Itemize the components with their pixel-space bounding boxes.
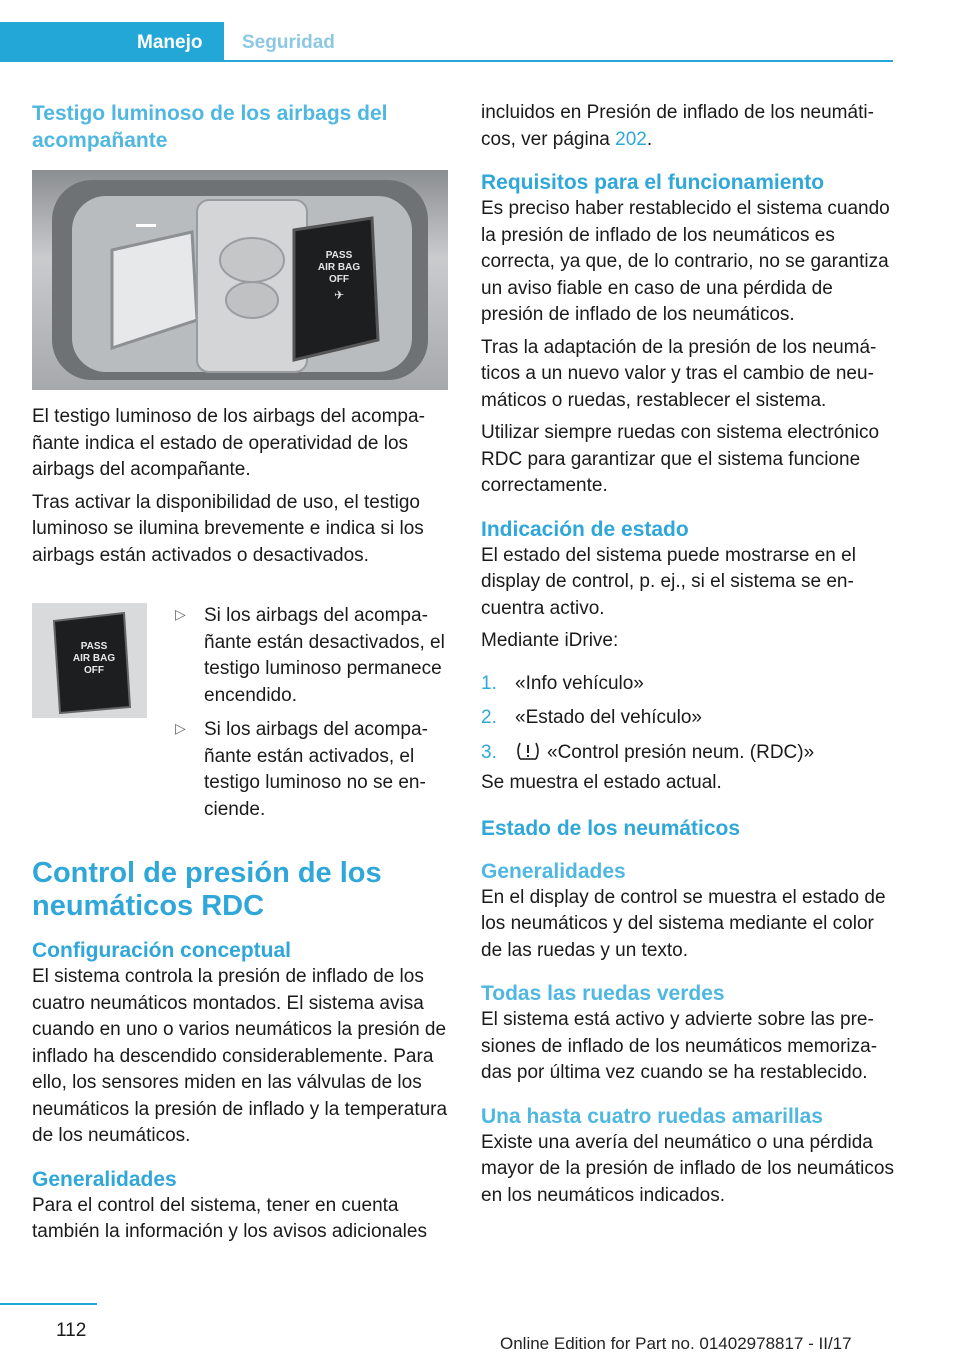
triangle-bullet-icon: ▷ xyxy=(175,606,186,622)
list-item: 3. «Control presión neum. (RDC)» xyxy=(481,741,815,763)
edition-note: Online Edition for Part no. 01402978817 - II/17 xyxy=(500,1334,852,1353)
list-item: 1. «Info vehículo» xyxy=(481,672,644,694)
para-general: Para el control del sistema, tener en cuenta también la información y los avisos adicionales xyxy=(32,1194,427,1242)
page-link-202[interactable]: 202 xyxy=(615,128,647,150)
heading-concept: Configuración conceptual xyxy=(32,939,292,962)
heading-tire-status: Estado de los neumáticos xyxy=(481,816,741,840)
para-req-3: Utilizar siempre ruedas con sistema electrónico RDC para garantizar que el sistema funcione correctamente. xyxy=(481,422,880,496)
para-indicator-description: El testigo luminoso de los airbags del acompañante indica el estado de operatividad de los airbags del acompañante. xyxy=(32,406,425,480)
heading-requirements: Requisitos para el funcionamiento xyxy=(481,171,825,194)
heading-rdc: Control de presión de los neumáticos RDC xyxy=(32,857,382,922)
tab-manejo[interactable]: Manejo xyxy=(137,32,203,53)
airbag-panel-illustration xyxy=(32,170,448,390)
para-ind-1: El estado del sistema puede mostrarse en el display de control, p. ej., si el sistema se encuentra activo. xyxy=(481,544,856,619)
heading-status-indication: Indicación de estado xyxy=(481,517,689,541)
list-item xyxy=(172,603,452,709)
chapter-header xyxy=(0,22,893,62)
para-yellow: Existe una avería del neumático o una pérdida mayor de la presión de inflado de los neumáticos en los neumáticos indicados. xyxy=(481,1131,894,1206)
list-item: 2. «Estado del vehículo» xyxy=(481,707,702,728)
para-all-green: El sistema está activo y advierte sobre las presiones de inflado de los neumáticos memorizadas por última vez cuando se ha restablecido. xyxy=(481,1009,878,1083)
airbag-off-switch-photo xyxy=(32,603,147,718)
bullet-text: Si los airbags del acompañante están desactivados, el testigo luminoso permanece encendido. xyxy=(204,605,445,706)
para-concept: El sistema controla la presión de inflado de los cuatro neumáticos montados. El sistema avisa cuando en uno o varios neumáticos la presión de inflado ha descendido considerablemente. Para ello, los sensores miden en las válvulas de los neumáticos la presión de inflado y la temperatura de los neumáticos. xyxy=(32,966,448,1146)
para-tire-general: En el display de control se muestra el estado de los neumáticos y del sistema mediante el color de las ruedas y un texto. xyxy=(481,886,886,961)
para-indicator-activation: Tras activar la disponibilidad de uso, el testigo luminoso se ilumina brevemente e indica si los airbags están activados o desactivados. xyxy=(32,491,424,566)
indicator-detail-block xyxy=(32,603,450,820)
seat-occupant-icon: ✈ xyxy=(333,288,345,302)
heading-yellow: Una hasta cuatro ruedas amarillas xyxy=(481,1104,823,1128)
para-continuation: incluidos en Presión de inflado de los neumáticos, ver página 202. xyxy=(481,102,874,150)
heading-all-green: Todas las ruedas verdes xyxy=(481,982,725,1005)
airbag-panel-photo xyxy=(32,170,448,390)
idrive-steps xyxy=(481,671,895,767)
heading-general: Generalidades xyxy=(32,1167,177,1191)
footer-rule xyxy=(0,1303,97,1305)
bullet-text: Si los airbags del acompañante están activados, el testigo luminoso no se enciende. xyxy=(204,719,428,820)
para-ind-3: Se muestra el estado actual. xyxy=(481,772,722,793)
heading-tire-general: Generalidades xyxy=(481,859,626,883)
switch-label: PASS AIR BAG OFF xyxy=(72,641,116,676)
left-column xyxy=(32,100,450,1246)
para-ind-2: Mediante iDrive: xyxy=(481,630,619,651)
para-req-1: Es preciso haber restablecido el sistema cuando la presión de inflado de los neumáticos es correcta, ya que, de lo contrario, no se garantiza un aviso fiable en caso de una pérdida de presión de inflado de los neumáticos. xyxy=(481,198,890,325)
heading-airbag-indicator: Testigo luminoso de los airbags del acompañante xyxy=(32,102,388,152)
list-item xyxy=(172,717,452,823)
page-number: 112 xyxy=(56,1320,87,1341)
tire-pressure-warning-icon xyxy=(515,741,541,761)
tab-seguridad[interactable]: Seguridad xyxy=(242,32,335,53)
para-req-2: Tras la adaptación de la presión de los neumáticos a un nuevo valor y tras el cambio de neumáticos o ruedas, restablecer el sistema. xyxy=(481,336,877,411)
indicator-bullets xyxy=(172,603,452,823)
right-column xyxy=(481,100,895,1209)
triangle-bullet-icon: ▷ xyxy=(175,720,186,736)
pass-airbag-off-label: PASS AIR BAG OFF ✈ xyxy=(304,250,374,301)
